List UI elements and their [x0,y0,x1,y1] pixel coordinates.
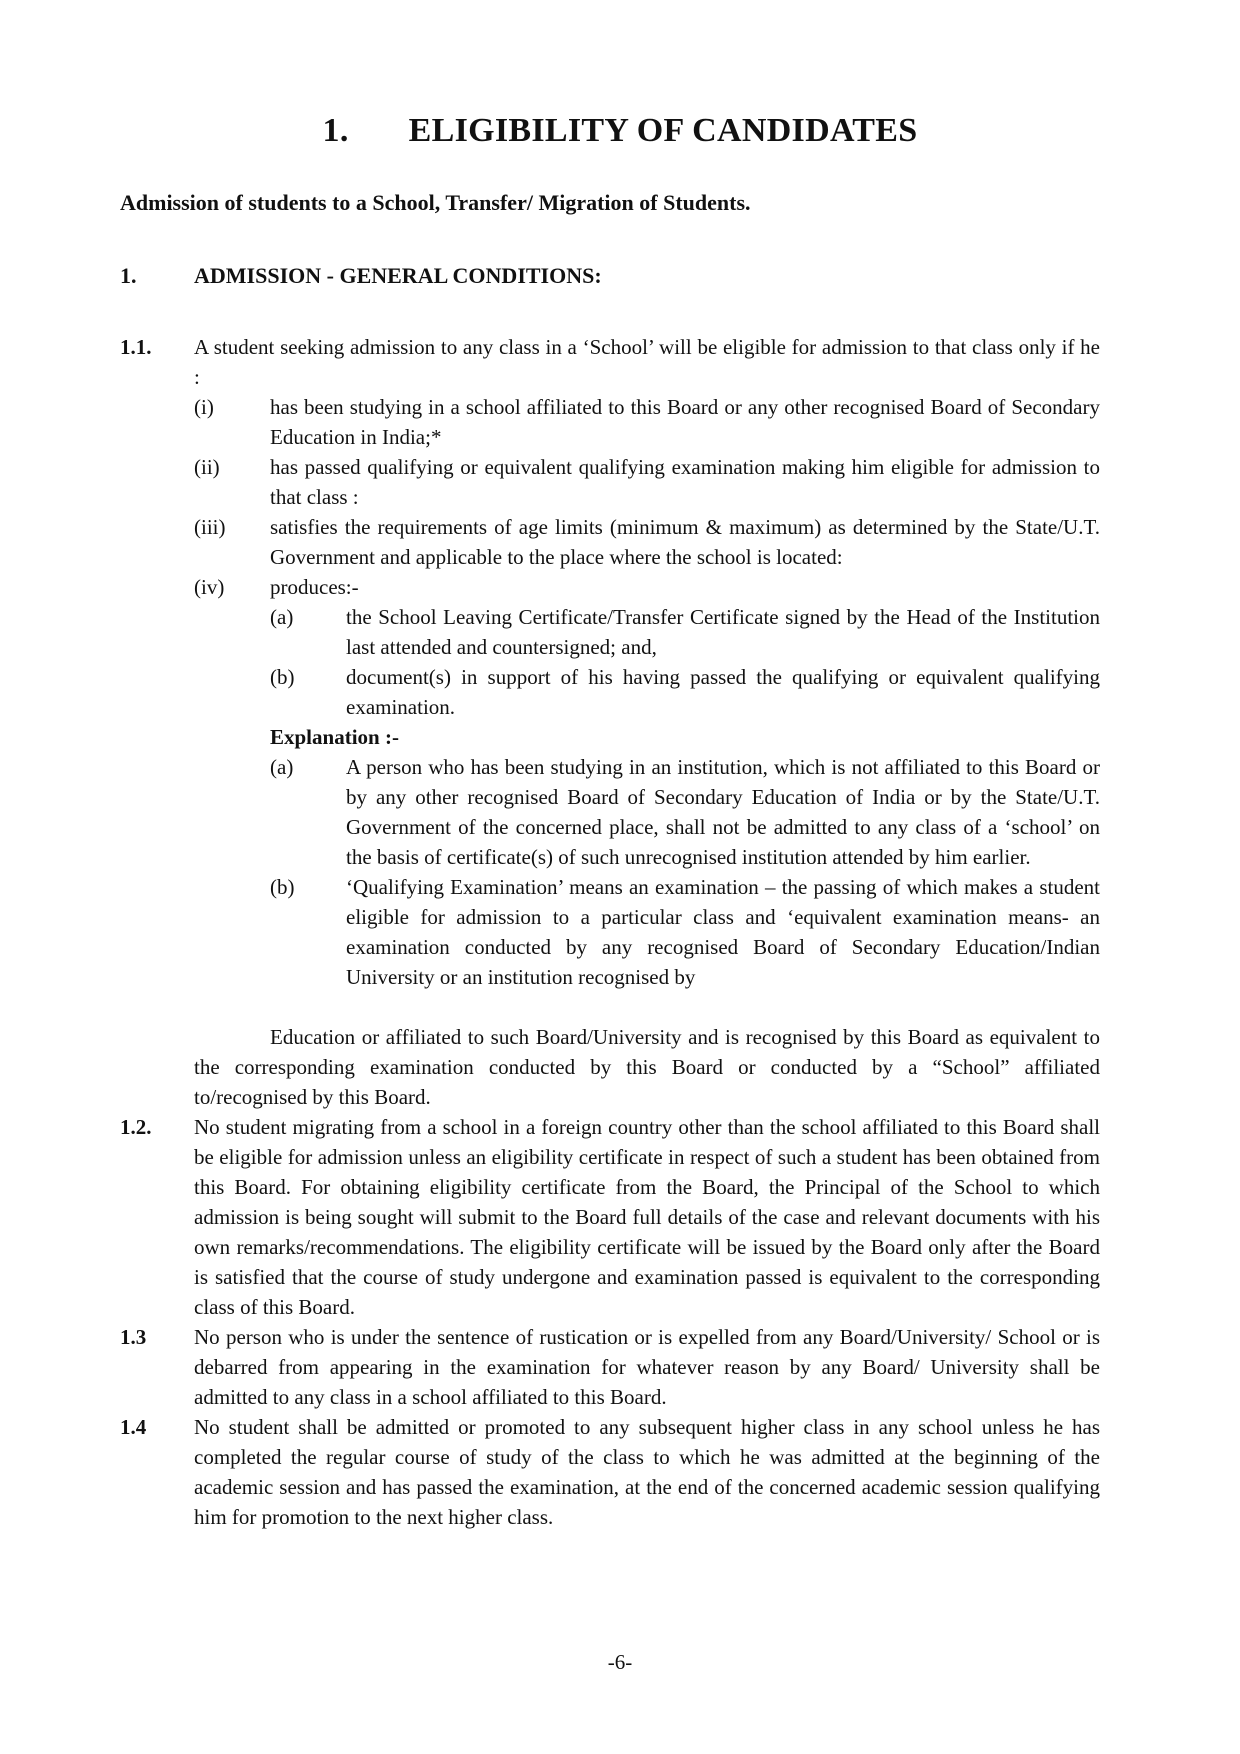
continuation-paragraph: Education or affiliated to such Board/University and is recognised by this Board as equivalent to the corresponding examination conducted by this Board or conducted by a “School” affiliated to/recognised by this Board. [194,1025,1100,1109]
page-number: -6- [607,1650,633,1674]
clause-text: No student shall be admitted or promoted to any subsequent higher class in any school unless he has completed the regular course of study of the class to which he was admitted at the beginning of the academic session and has passed the examination, at the end of the concerned academic session qualifying him for promotion to the next higher class. [194,1415,1100,1529]
section-heading-text: ADMISSION - GENERAL CONDITIONS: [194,263,602,288]
sub-list-item-text: the School Leaving Certificate/Transfer Certificate signed by the Head of the Institution last attended and countersigned; and, [346,605,1100,659]
explanation-text: A person who has been studying in an institution, which is not affiliated to this Board or by any other recognised Board of Secondary Education of India or by the State/U.T. Government of the concerned place, shall not be admitted to any class of a ‘school’ on the basis of certificate(s) of such unrecognised institution attended by him earlier. [346,755,1100,869]
title-number: 1. [322,112,349,149]
clause-number: 1.1. [120,335,152,359]
list-item [120,572,1100,602]
list-marker: (iii) [194,515,226,539]
list-item-text: has passed qualifying or equivalent qualifying examination making him eligible for admission to that class : [270,455,1100,509]
clause-1-1 [120,332,1100,392]
explanation-item [120,872,1100,992]
sub-list-item [120,662,1100,722]
explanation-heading: Explanation :- [270,725,399,749]
list-item [120,452,1100,512]
list-item-text: satisfies the requirements of age limits (minimum & maximum) as determined by the State/U.T. Government and applicable to the place where the school is located: [270,515,1100,569]
document-body [120,332,1100,1532]
paragraph-gap [120,992,1100,1022]
clause-text: No person who is under the sentence of rustication or is expelled from any Board/University/ School or is debarred from appearing in the examination for whatever reason by any Board/ University shall be admitted to any class in a school affiliated to this Board. [194,1325,1100,1409]
explanation-marker: (a) [270,755,294,779]
list-item [120,512,1100,572]
list-marker: (ii) [194,455,220,479]
clause-number: 1.4 [120,1415,147,1439]
list-marker: (i) [194,395,214,419]
clause-1-2 [120,1112,1100,1322]
subtitle: Admission of students to a School, Transfer/ Migration of Students. [120,190,751,215]
list-marker: (iv) [194,575,225,599]
clause-1-3 [120,1322,1100,1412]
title-text: ELIGIBILITY OF CANDIDATES [408,112,918,149]
page-title [0,112,1240,150]
list-item-text: has been studying in a school affiliated to this Board or any other recognised Board of Secondary Education in India;* [270,395,1100,449]
clause-text: A student seeking admission to any class in a ‘School’ will be eligible for admission to that class only if he : [194,335,1100,389]
sub-list-marker: (b) [270,665,295,689]
clause-number: 1.2. [120,1115,152,1139]
clause-text: No student migrating from a school in a foreign country other than the school affiliated to this Board shall be eligible for admission unless an eligibility certificate in respect of such a student has been obtained from this Board. For obtaining eligibility certificate from the Board, the Principal of the School to which admission is being sought will submit to the Board full details of the case and relevant documents with his own remarks/recommendations. The eligibility certificate will be issued by the Board only after the Board is satisfied that the course of study undergone and examination passed is equivalent to the corresponding class of this Board. [194,1115,1100,1319]
explanation-text: ‘Qualifying Examination’ means an examination – the passing of which makes a student eligible for admission to a particular class and ‘equivalent examination means- an examination conducted by any recognised Board of Secondary Education/Indian University or an institution recognised by [346,875,1100,989]
section-number: 1. [120,263,137,288]
clause-1-4 [120,1412,1100,1532]
sub-list-item [120,602,1100,662]
sub-list-item-text: document(s) in support of his having passed the qualifying or equivalent qualifying examination. [346,665,1100,719]
clause-number: 1.3 [120,1325,147,1349]
sub-list-marker: (a) [270,605,294,629]
list-item [120,392,1100,452]
explanation-marker: (b) [270,875,295,899]
list-item-text: produces:- [270,575,359,599]
explanation-item [120,752,1100,872]
